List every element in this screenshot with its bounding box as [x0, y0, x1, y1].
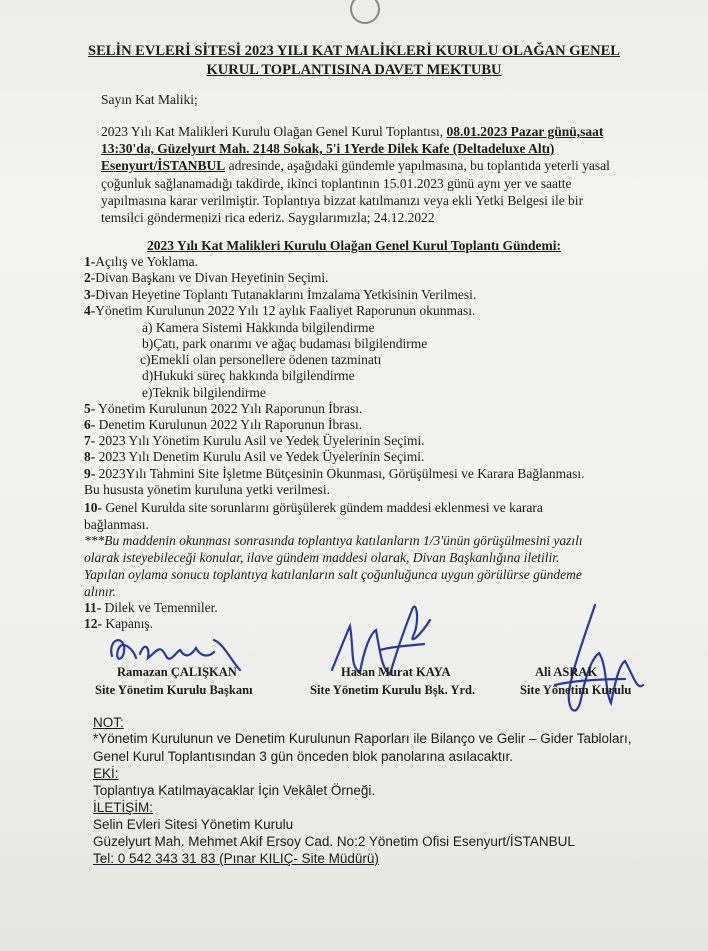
- agenda-item-8: 8- 2023 Yılı Denetim Kurulu Asil ve Yedek Üyelerinin Seçimi.: [84, 449, 425, 464]
- agenda-item-4d: d)Hukuki süreç hakkında bilgilendirme: [142, 368, 355, 383]
- meeting-city: Esenyurt/İSTANBUL: [101, 158, 226, 173]
- agenda-item-5: 5- Yönetim Kurulunun 2022 Yılı Raporunun İbrası.: [84, 401, 363, 416]
- contact-phone: Tel: 0 542 343 31 83 (Pınar KILIÇ- Site Müdürü): [93, 851, 379, 866]
- intro-text: adresinde, aşağıdaki gündemle yapılmasına, bu toplantıda yeterli yasal: [225, 158, 610, 173]
- signatory-3-title: Site Yönetim Kurulu: [520, 683, 632, 697]
- agenda-note-line-1: ***Bu maddenin okunması sonrasında toplantıya katılanların 1/3'ünün görüşülmesini yazılı: [84, 533, 583, 548]
- agenda-item-10: 10- Genel Kurulda site sorunlarını görüşülerek gündem maddesi eklenmesi ve karara: [84, 500, 543, 515]
- agenda-item-4c: c)Emekli olan personellere ödenen tazminatı: [140, 352, 382, 367]
- agenda-note-line-2: olarak isteyebileceği konular, ilave gündem maddesi olarak, Divan Başkanlığına iletilir.: [84, 550, 560, 565]
- intro-line-3: [101, 158, 610, 174]
- intro-line-4: çoğunluk sağlanamadığı takdirde, ikinci toplantının 15.01.2023 günü aynı yer ve saatte: [101, 176, 572, 191]
- signatory-2-name: Hasan Murat KAYA: [341, 665, 451, 679]
- agenda-item-10-cont: bağlanması.: [84, 517, 149, 532]
- paper-clip-icon: [350, 0, 380, 24]
- agenda-item-4e: e)Teknik bilgilendirme: [142, 385, 266, 400]
- contact-line-2: Güzelyurt Mah. Mehmet Akif Ersoy Cad. No:2 Yönetim Ofisi Esenyurt/İSTANBUL: [93, 834, 575, 849]
- agenda-item-4b: b)Çatı, park onarımı ve ağaç budaması bilgilendirme: [142, 336, 428, 351]
- agenda-note-line-4: alınır.: [84, 584, 116, 599]
- agenda-item-12: 12- Kapanış.: [84, 616, 153, 631]
- intro-text: 2023 Yılı Kat Malikleri Kurulu Olağan Genel Kurul Toplantısı,: [101, 124, 447, 139]
- intro-line-2: 13:30'da, Güzelyurt Mah. 2148 Sokak, 5'i 1Yerde Dilek Kafe (Deltadeluxe Altı): [101, 141, 555, 156]
- salutation: Sayın Kat Maliki;: [101, 92, 198, 107]
- agenda-item-1: 1-Açılış ve Yoklama.: [84, 254, 198, 269]
- agenda-item-4a: a) Kamera Sistemi Hakkında bilgilendirme: [142, 320, 375, 335]
- agenda-item-11: 11- Dilek ve Temenniler.: [84, 600, 218, 615]
- document-title-line1: SELİN EVLERİ SİTESİ 2023 YILI KAT MALİKLERİ KURULU OLAĞAN GENEL: [88, 43, 620, 59]
- agenda-item-3: 3-Divan Heyetine Toplantı Tutanaklarını İmzalama Yetkisinin Verilmesi.: [84, 287, 477, 302]
- agenda-item-9: 9- 2023Yılı Tahmini Site İşletme Bütçesinin Okunması, Görüşülmesi ve Karara Bağlanması.: [84, 466, 585, 481]
- intro-line-5: yapılmasına karar verilmiştir. Toplantıya bizzat katılmanızı veya ekli Yetki Belgesi ile bir: [101, 193, 584, 208]
- signatory-1-title: Site Yönetim Kurulu Başkanı: [95, 683, 253, 697]
- intro-line-1: [101, 124, 603, 140]
- attachment-line-1: Toplantıya Katılmayacaklar İçin Vekâlet Örneği.: [93, 783, 376, 798]
- agenda-item-7: 7- 2023 Yılı Yönetim Kurulu Asil ve Yedek Üyelerinin Seçimi.: [84, 433, 425, 448]
- agenda-item-4: 4-Yönetim Kurulunun 2022 Yılı 12 aylık Faaliyet Raporunun okunması.: [84, 303, 476, 318]
- agenda-item-2: 2-Divan Başkanı ve Divan Heyetinin Seçimi.: [84, 270, 329, 285]
- signatory-3-name: Ali ASRAK: [535, 665, 598, 679]
- note-label: NOT:: [93, 715, 124, 730]
- signatory-1-name: Ramazan ÇALIŞKAN: [117, 665, 237, 679]
- meeting-date: 08.01.2023 Pazar günü,saat: [446, 124, 604, 139]
- document-title-line2: KURUL TOPLANTISINA DAVET MEKTUBU: [206, 62, 502, 78]
- agenda-title: 2023 Yılı Kat Malikleri Kurulu Olağan Genel Kurul Toplantı Gündemi:: [147, 238, 561, 253]
- attachment-label: EKİ:: [93, 766, 119, 781]
- signature-3-icon: [515, 595, 665, 730]
- contact-line-1: Selin Evleri Sitesi Yönetim Kurulu: [93, 817, 294, 832]
- intro-line-6: temsilci göndermenizi rica ederiz. Saygılarımızla; 24.12.2022: [101, 210, 435, 225]
- note-line-2: Genel Kurul Toplantısından 3 gün önceden blok panolarına asılacaktır.: [93, 749, 514, 764]
- note-line-1: *Yönetim Kurulunun ve Denetim Kurulunun Raporları ile Bilanço ve Gelir – Gider Tabloları,: [93, 731, 632, 746]
- contact-label: İLETİŞİM:: [93, 800, 154, 815]
- agenda-note-line-3: Yapılan oylama sonucu toplantıya katılanların salt çoğunluğunca uygun görülürse gündeme: [84, 567, 582, 582]
- agenda-item-6: 6- Denetim Kurulunun 2022 Yılı Raporunun İbrası.: [84, 417, 363, 432]
- agenda-item-9-cont: Bu hususta yönetim kuruluna yetki verilmesi.: [84, 482, 330, 497]
- signatory-2-title: Site Yönetim Kurulu Bşk. Yrd.: [310, 683, 476, 697]
